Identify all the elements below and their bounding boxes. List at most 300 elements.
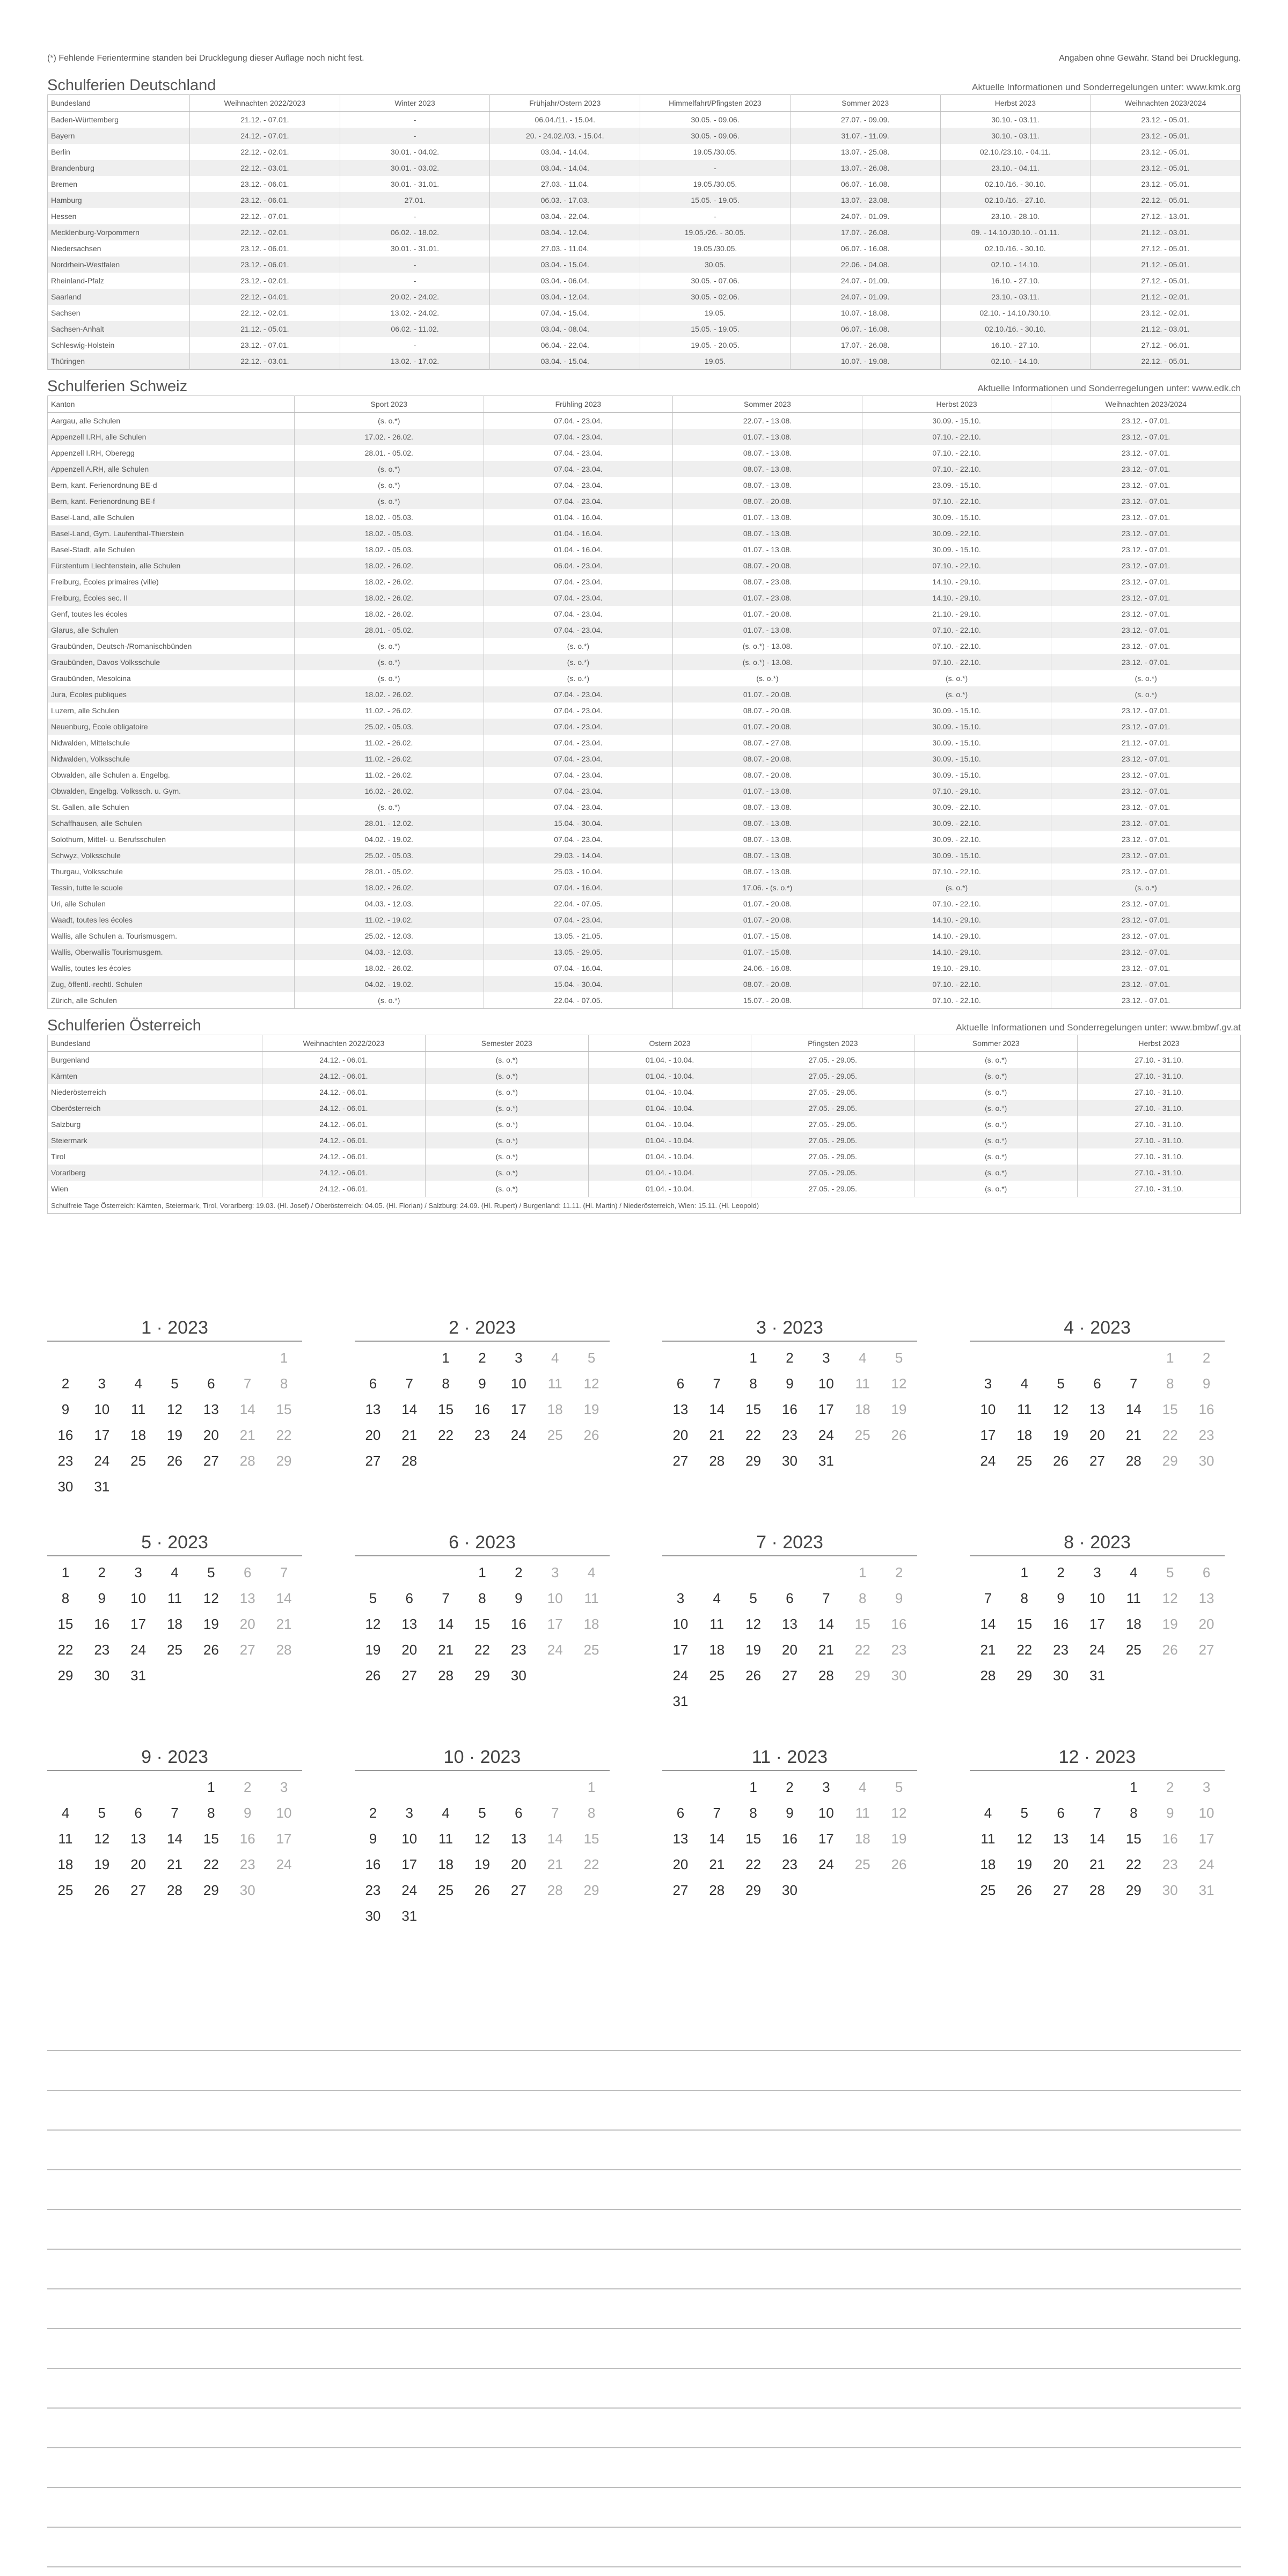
holiday-tables-page [47,54,1241,1214]
day-number: 11 [58,1831,73,1847]
switzerland-region-cell: Zug, öffentl.-rechtl. Schulen [48,976,295,992]
day-number: 9 [369,1831,377,1847]
austria-header [47,1016,1241,1035]
day-number: 11 [1017,1401,1032,1417]
day-number: 4 [551,1350,559,1366]
day-number: 2 [1057,1564,1065,1580]
switzerland-date-cell: 08.07. - 20.08. [673,976,862,992]
switzerland-date-cell: 07.04. - 23.04. [484,574,673,590]
germany-date-cell: 24.12. - 07.01. [190,128,340,144]
note-line [47,2091,1241,2131]
switzerland-table-row [48,622,1241,638]
month-days [47,1560,302,1688]
day-number: 16 [891,1616,907,1632]
day-number: 18 [57,1856,74,1872]
switzerland-date-cell: 08.07. - 23.08. [673,574,862,590]
germany-date-cell: 19.05./30.05. [640,144,791,160]
austria-date-cell: 27.05. - 29.05. [751,1068,914,1084]
day-number: 29 [745,1453,762,1469]
day-number: 27 [365,1453,381,1469]
germany-date-cell: 27.12. - 05.01. [1091,240,1241,257]
switzerland-table-row [48,429,1241,445]
day-number: 8 [858,1590,867,1606]
day-number: 21 [709,1856,725,1872]
day-number: 21 [709,1427,725,1443]
germany-date-cell: 06.07. - 16.08. [790,240,940,257]
germany-date-cell: 22.12. - 05.01. [1091,192,1241,208]
switzerland-date-cell: 07.10. - 22.10. [862,558,1051,574]
day-number: 28 [547,1882,563,1898]
germany-date-cell: 03.04. - 12.04. [490,224,640,240]
day-number: 27 [239,1642,255,1658]
switzerland-date-cell: 07.04. - 23.04. [484,831,673,847]
switzerland-table-row [48,799,1241,815]
switzerland-date-cell: 07.04. - 23.04. [484,686,673,702]
day-number: 12 [203,1590,219,1606]
germany-region-cell: Brandenburg [48,160,190,176]
day-number: 14 [980,1616,996,1632]
day-number: 21 [438,1642,454,1658]
switzerland-date-cell: 01.04. - 16.04. [484,541,673,558]
germany-date-cell: 02.10./16. - 30.10. [940,240,1091,257]
month-days [355,1560,610,1688]
day-number: 17 [672,1642,689,1658]
germany-table-row [48,224,1241,240]
day-number: 18 [1125,1616,1141,1632]
day-number: 26 [94,1882,110,1898]
germany-table-row [48,305,1241,321]
note-line [47,2250,1241,2289]
day-number: 23 [57,1453,74,1469]
switzerland-title: Schulferien Schweiz [47,378,188,395]
day-number: 6 [786,1590,794,1606]
switzerland-date-cell: 07.04. - 16.04. [484,960,673,976]
switzerland-region-cell: Obwalden, alle Schulen a. Engelbg. [48,767,295,783]
month-block [355,1744,610,1959]
switzerland-region-cell: Graubünden, Mesolcina [48,670,295,686]
austria-date-cell: 01.04. - 10.04. [588,1181,751,1197]
day-number: 18 [980,1856,996,1872]
austria-date-cell: (s. o.*) [425,1181,588,1197]
switzerland-table-row [48,558,1241,574]
switzerland-date-cell: (s. o.*) [1051,670,1241,686]
germany-date-cell: - [340,273,490,289]
switzerland-date-cell: 25.02. - 05.03. [295,719,484,735]
day-number: 29 [276,1453,292,1469]
day-number: 7 [405,1375,413,1392]
day-number: 22 [276,1427,292,1443]
day-number: 25 [854,1856,870,1872]
germany-date-cell: 23.12. - 05.01. [1091,176,1241,192]
day-number: 19 [365,1642,381,1658]
austria-date-cell: 24.12. - 06.01. [262,1068,426,1084]
note-line [47,2210,1241,2250]
germany-table-row [48,337,1241,353]
switzerland-date-cell: 14.10. - 29.10. [862,944,1051,960]
day-number: 5 [1166,1564,1174,1580]
day-number: 7 [1093,1805,1101,1821]
austria-date-cell: 27.10. - 31.10. [1078,1116,1241,1132]
germany-date-cell: 22.12. - 02.01. [190,305,340,321]
day-number: 23 [239,1856,255,1872]
switzerland-date-cell: 07.10. - 22.10. [862,461,1051,477]
day-number: 2 [1202,1350,1211,1366]
switzerland-date-cell: 07.10. - 22.10. [862,445,1051,461]
empty-day-cell [229,1345,266,1371]
day-number: 6 [207,1375,215,1392]
month-title: 7 · 2023 [662,1529,917,1556]
month-days [970,1774,1225,1903]
germany-date-cell: 27.12. - 06.01. [1091,337,1241,353]
day-number: 11 [131,1401,146,1417]
switzerland-region-cell: Wallis, Oberwallis Tourismusgem. [48,944,295,960]
day-number: 9 [786,1805,794,1821]
germany-date-cell: 27.12. - 13.01. [1091,208,1241,224]
month-title: 12 · 2023 [970,1744,1225,1771]
austria-table-row [48,1084,1241,1100]
switzerland-table-row [48,493,1241,509]
germany-date-cell: 02.10./16. - 30.10. [940,176,1091,192]
day-number: 2 [1166,1779,1174,1795]
day-number: 22 [438,1427,454,1443]
switzerland-holiday-table [47,396,1241,1009]
day-number: 13 [203,1401,219,1417]
month-days [662,1774,917,1903]
germany-date-cell: 06.07. - 16.08. [790,176,940,192]
day-number: 9 [1166,1805,1174,1821]
month-title: 4 · 2023 [970,1315,1225,1342]
empty-day-cell [391,1345,428,1371]
germany-column-header: Winter 2023 [340,95,490,112]
day-number: 19 [203,1616,219,1632]
germany-date-cell: 22.12. - 04.01. [190,289,340,305]
month-block [355,1529,610,1744]
day-number: 18 [130,1427,147,1443]
germany-date-cell: - [640,160,791,176]
germany-date-cell: 13.07. - 25.08. [790,144,940,160]
germany-date-cell: 02.10. - 14.10. [940,353,1091,370]
month-block [47,1315,302,1529]
day-number: 20 [401,1642,418,1658]
day-number: 26 [474,1882,490,1898]
day-number: 30 [1162,1882,1178,1898]
day-number: 30 [782,1882,797,1898]
germany-table-row [48,240,1241,257]
day-number: 28 [980,1667,996,1684]
switzerland-region-cell: Tessin, tutte le scuole [48,880,295,896]
day-number: 14 [709,1401,725,1417]
day-number: 8 [478,1590,486,1606]
germany-date-cell: 23.12. - 02.01. [190,273,340,289]
germany-date-cell: 13.07. - 26.08. [790,160,940,176]
day-number: 23 [474,1427,490,1443]
switzerland-date-cell: 23.12. - 07.01. [1051,944,1241,960]
switzerland-table-row [48,445,1241,461]
day-number: 28 [1125,1453,1141,1469]
switzerland-date-cell: 08.07. - 13.08. [673,445,862,461]
austria-table-row [48,1116,1241,1132]
switzerland-date-cell: 07.04. - 23.04. [484,493,673,509]
empty-day-cell [662,1345,699,1371]
day-number: 3 [98,1375,106,1392]
day-number: 18 [547,1401,563,1417]
switzerland-date-cell: 23.12. - 07.01. [1051,477,1241,493]
switzerland-table-row [48,815,1241,831]
switzerland-date-cell: 07.04. - 23.04. [484,477,673,493]
day-number: 12 [1162,1590,1178,1606]
switzerland-region-cell: Basel-Land, Gym. Laufenthal-Thierstein [48,525,295,541]
day-number: 7 [551,1805,559,1821]
day-number: 6 [1093,1375,1101,1392]
austria-date-cell: (s. o.*) [914,1132,1078,1148]
empty-day-cell [84,1774,120,1800]
switzerland-date-cell: 14.10. - 29.10. [862,912,1051,928]
day-number: 14 [818,1616,834,1632]
day-number: 22 [1016,1642,1033,1658]
switzerland-date-cell: 23.12. - 07.01. [1051,815,1241,831]
austria-date-cell: (s. o.*) [425,1068,588,1084]
month-block [970,1744,1225,1959]
note-lines [47,2011,1241,2567]
germany-region-cell: Rheinland-Pfalz [48,273,190,289]
day-number: 5 [478,1805,486,1821]
day-number: 6 [405,1590,413,1606]
austria-date-cell: (s. o.*) [914,1052,1078,1069]
day-number: 6 [1057,1805,1065,1821]
switzerland-date-cell: 28.01. - 05.02. [295,863,484,880]
day-number: 21 [276,1616,292,1632]
austria-date-cell: (s. o.*) [425,1148,588,1165]
empty-day-cell [1079,1345,1116,1371]
day-number: 26 [1053,1453,1069,1469]
day-number: 4 [1020,1375,1028,1392]
day-number: 17 [276,1831,292,1847]
day-number: 22 [1162,1427,1178,1443]
month-title: 11 · 2023 [662,1744,917,1771]
switzerland-table-row [48,670,1241,686]
germany-date-cell: 09. - 14.10./30.10. - 01.11. [940,224,1091,240]
day-number: 10 [1198,1805,1214,1821]
empty-day-cell [537,1774,573,1800]
switzerland-date-cell: 08.07. - 13.08. [673,477,862,493]
switzerland-table-row [48,606,1241,622]
austria-region-cell: Tirol [48,1148,262,1165]
germany-date-cell: 03.04. - 15.04. [490,353,640,370]
germany-date-cell: 20.02. - 24.02. [340,289,490,305]
day-number: 14 [401,1401,418,1417]
empty-day-cell [391,1774,428,1800]
day-number: 30 [365,1908,381,1924]
day-number: 3 [984,1375,992,1392]
switzerland-date-cell: 04.02. - 19.02. [295,831,484,847]
germany-table-row [48,321,1241,337]
day-number: 13 [672,1831,689,1847]
day-number: 12 [94,1831,110,1847]
austria-column-header: Ostern 2023 [588,1035,751,1052]
switzerland-region-cell: Bern, kant. Ferienordnung BE-f [48,493,295,509]
switzerland-date-cell: 28.01. - 12.02. [295,815,484,831]
day-number: 18 [583,1616,599,1632]
germany-date-cell: 06.04./11. - 15.04. [490,112,640,128]
switzerland-date-cell: 30.09. - 15.10. [862,413,1051,429]
day-number: 21 [167,1856,182,1872]
austria-date-cell: 27.05. - 29.05. [751,1165,914,1181]
day-number: 10 [672,1616,689,1632]
switzerland-date-cell: 23.12. - 07.01. [1051,509,1241,525]
switzerland-date-cell: 23.12. - 07.01. [1051,976,1241,992]
day-number: 7 [243,1375,252,1392]
switzerland-date-cell: 07.04. - 23.04. [484,461,673,477]
day-number: 13 [239,1590,255,1606]
germany-date-cell: 23.12. - 06.01. [190,240,340,257]
day-number: 3 [134,1564,142,1580]
austria-date-cell: 01.04. - 10.04. [588,1100,751,1116]
month-block [662,1315,917,1529]
switzerland-date-cell: 30.09. - 22.10. [862,525,1051,541]
month-days [47,1774,302,1903]
austria-date-cell: 24.12. - 06.01. [262,1132,426,1148]
empty-day-cell [47,1774,84,1800]
day-number: 17 [94,1427,110,1443]
germany-region-cell: Hessen [48,208,190,224]
day-number: 2 [515,1564,523,1580]
day-number: 11 [547,1375,562,1392]
day-number: 12 [1053,1401,1069,1417]
austria-region-cell: Burgenland [48,1052,262,1069]
austria-date-cell: (s. o.*) [425,1165,588,1181]
switzerland-date-cell: 25.03. - 10.04. [484,863,673,880]
germany-region-cell: Bayern [48,128,190,144]
day-number: 24 [547,1642,563,1658]
day-number: 26 [891,1856,907,1872]
germany-date-cell: 30.05. - 09.06. [640,112,791,128]
day-number: 20 [130,1856,147,1872]
day-number: 22 [57,1642,74,1658]
day-number: 8 [749,1805,757,1821]
germany-region-cell: Hamburg [48,192,190,208]
germany-region-cell: Nordrhein-Westfalen [48,257,190,273]
austria-date-cell: 01.04. - 10.04. [588,1132,751,1148]
day-number: 29 [1016,1667,1033,1684]
switzerland-date-cell: 01.07. - 13.08. [673,509,862,525]
day-number: 20 [239,1616,255,1632]
switzerland-date-cell: 07.04. - 23.04. [484,767,673,783]
germany-date-cell: 07.04. - 15.04. [490,305,640,321]
switzerland-date-cell: 07.10. - 22.10. [862,638,1051,654]
switzerland-table-row [48,896,1241,912]
day-number: 16 [57,1427,74,1443]
day-number: 25 [980,1882,996,1898]
day-number: 17 [547,1616,563,1632]
day-number: 15 [438,1401,454,1417]
day-number: 30 [94,1667,110,1684]
switzerland-date-cell: 11.02. - 26.02. [295,751,484,767]
day-number: 12 [474,1831,490,1847]
switzerland-region-cell: Zürich, alle Schulen [48,992,295,1009]
day-number: 13 [130,1831,147,1847]
switzerland-date-cell: 30.09. - 15.10. [862,751,1051,767]
switzerland-date-cell: 30.09. - 22.10. [862,799,1051,815]
day-number: 23 [1162,1856,1178,1872]
day-number: 10 [818,1375,834,1392]
day-number: 30 [782,1453,797,1469]
switzerland-date-cell: 23.12. - 07.01. [1051,493,1241,509]
day-number: 1 [207,1779,215,1795]
day-number: 11 [167,1590,182,1606]
austria-date-cell: 27.05. - 29.05. [751,1100,914,1116]
empty-day-cell [1043,1774,1079,1800]
day-number: 3 [280,1779,288,1795]
empty-day-cell [355,1774,391,1800]
switzerland-date-cell: 07.04. - 23.04. [484,719,673,735]
germany-date-cell: 21.12. - 02.01. [1091,289,1241,305]
day-number: 24 [94,1453,110,1469]
germany-date-cell: - [340,208,490,224]
switzerland-table-row [48,783,1241,799]
switzerland-date-cell: 23.12. - 07.01. [1051,622,1241,638]
switzerland-date-cell: 28.01. - 05.02. [295,445,484,461]
austria-table-row [48,1068,1241,1084]
day-number: 29 [1162,1453,1178,1469]
day-number: 28 [709,1882,725,1898]
switzerland-table-row [48,880,1241,896]
day-number: 1 [442,1350,450,1366]
switzerland-date-cell: 23.12. - 07.01. [1051,702,1241,719]
austria-date-cell: (s. o.*) [425,1100,588,1116]
day-number: 1 [280,1350,288,1366]
empty-day-cell [662,1560,699,1585]
note-line [47,2409,1241,2448]
germany-date-cell: 03.04. - 14.04. [490,160,640,176]
day-number: 15 [203,1831,219,1847]
switzerland-date-cell: (s. o.*) [1051,686,1241,702]
day-number: 25 [1016,1453,1033,1469]
day-number: 7 [822,1590,830,1606]
switzerland-date-cell: 23.12. - 07.01. [1051,863,1241,880]
day-number: 27 [130,1882,147,1898]
austria-date-cell: 24.12. - 06.01. [262,1148,426,1165]
day-number: 14 [276,1590,292,1606]
day-number: 2 [895,1564,903,1580]
austria-info-link[interactable]: Aktuelle Informationen und Sonderregelungen unter: www.bmbwf.gv.at [956,1022,1241,1033]
switzerland-date-cell: 01.07. - 13.08. [673,429,862,445]
germany-date-cell: 16.10. - 27.10. [940,337,1091,353]
austria-date-cell: 27.10. - 31.10. [1078,1100,1241,1116]
day-number: 27 [510,1882,526,1898]
switzerland-date-cell: (s. o.*) [295,493,484,509]
day-number: 20 [782,1642,797,1658]
switzerland-date-cell: 18.02. - 26.02. [295,574,484,590]
germany-info-link[interactable]: Aktuelle Informationen und Sonderregelungen unter: www.kmk.org [972,82,1241,92]
switzerland-table-row [48,976,1241,992]
switzerland-date-cell: (s. o.*) [1051,880,1241,896]
day-number: 11 [438,1831,453,1847]
switzerland-date-cell: 01.07. - 20.08. [673,606,862,622]
switzerland-table-row [48,863,1241,880]
switzerland-date-cell: 17.06. - (s. o.*) [673,880,862,896]
germany-table-row [48,289,1241,305]
day-number: 1 [478,1564,486,1580]
switzerland-date-cell: 21.10. - 29.10. [862,606,1051,622]
germany-table-row [48,353,1241,370]
switzerland-info-link[interactable]: Aktuelle Informationen und Sonderregelungen unter: www.edk.ch [977,383,1241,393]
switzerland-date-cell: (s. o.*) [295,670,484,686]
day-number: 29 [474,1667,490,1684]
switzerland-date-cell: 23.12. - 07.01. [1051,896,1241,912]
day-number: 5 [895,1350,903,1366]
day-number: 10 [1089,1590,1105,1606]
switzerland-date-cell: 28.01. - 05.02. [295,622,484,638]
